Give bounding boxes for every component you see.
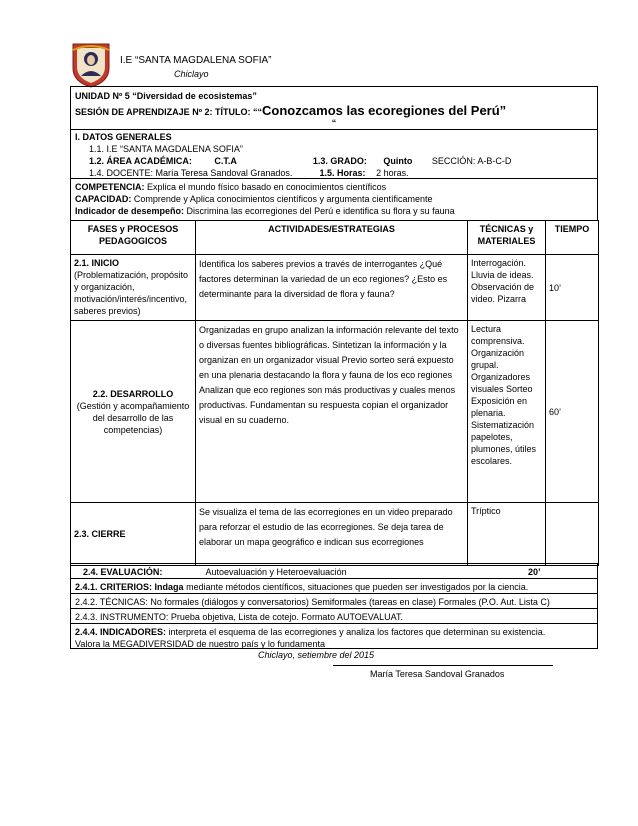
competencia-row [75,181,593,193]
grado-label: 1.3. GRADO: [312,156,367,166]
signature-line [333,665,553,666]
session-table [70,220,599,566]
comp-label: COMPETENCIA: [75,182,145,192]
table-row [71,321,599,503]
horas-label: 1.5. Horas: [319,168,366,178]
session-title: Conozcamos las ecoregiones del Perú” [261,103,507,118]
evaluacion-row [70,563,598,579]
indicadores-text: interpreta el esquema de las ecorregiones y analiza los factores que determinan su existencia. [168,627,546,637]
indicadores-row [70,623,598,649]
evaluacion-time: 20’ [528,567,541,577]
school-header [70,42,370,88]
datos-school: 1.1. I.E “SANTA MAGDALENA SOFIA” [89,144,243,154]
tecnicas-row: 2.4.2. TÉCNICAS: No formales (diálogos y conversatorios) Semiformales (tareas en clase) Formales (P.O. Aut. Lista C) [70,593,598,609]
ind-label: Indicador de desempeño: [75,206,185,216]
horas-value: 2 horas. [376,168,409,178]
docente: 1.4. DOCENTE: María Teresa Sandoval Granados. [89,168,293,178]
phase-cell [71,321,196,503]
evaluacion-text: Autoevaluación y Heteroevaluación [205,567,347,577]
techniques-cell: Interrogación. Lluvia de ideas. Observación de video. Pizarra [468,255,546,321]
phase-detail: (Problematización, propósito y organización, motivación/interés/incentivo, saberes previos) [74,270,189,316]
school-logo [70,42,112,88]
phase-title: 2.2. DESARROLLO [92,388,174,399]
cap-text: Comprende y Aplica conocimientos científicos y argumenta científicamente [133,194,433,204]
time-cell: 10’ [546,255,599,321]
school-name: I.E “SANTA MAGDALENA SOFIA” [120,55,272,66]
activities-cell: Se visualiza el tema de las ecorregiones en un video preparado para reforzar el estudio de las ecorregiones. Se deja tarea de elaborar un mapa geográfico e indican sus ecorregiones [196,503,468,566]
place-date: Chiclayo, setiembre del 2015 [258,650,375,660]
area-label: 1.2. ÁREA ACADÉMICA: [89,156,192,166]
table-row [71,255,599,321]
capacidad-row [75,193,593,205]
phase-title: 2.1. INICIO [74,258,120,268]
criterios-label: 2.4.1. CRITERIOS: [75,582,153,592]
session-quote: “ [331,118,337,128]
criterios-text: mediante métodos científicos, situaciones que pueden ser investigados por la ciencia. [186,582,529,592]
datos-area-row [75,155,593,167]
school-city: Chiclayo [174,69,209,79]
techniques-cell: Lectura comprensiva. Organización grupal. Organizadores visuales Sorteo Exposición en plenaria. Sistematización papelotes, plumones, útiles escolares. [468,321,546,503]
criterios-row [70,578,598,594]
time-cell: 60’ [546,321,599,503]
seccion: SECCIÓN: A-B-C-D [431,156,512,166]
activities-cell: Organizadas en grupo analizan la información relevante del texto o diversas fuentes bibliográficas. Sintetizan la información y la organizan en un organizador visual Previo sorteo será expuesto en una plenaria destacando la flora y fauna de los eco regiones Analizan que eco regiones son más productivas y cuales menos productivas. Fundamentan su respuesta copian el organizador visual en su cuaderno. [196,321,468,503]
indicadores-label: 2.4.4. INDICADORES: [75,627,167,637]
header-time: TIEMPO [546,221,599,255]
comp-text: Explica el mundo físico basado en conocimientos científicos [147,182,387,192]
valora-text: Valora la MEGADIVERSIDAD de nuestro país y lo fundamenta [75,639,325,649]
table-header-row [71,221,599,255]
phase-detail: (Gestión y acompañamiento del desarrollo de las competencias) [76,400,190,435]
table-row [71,503,599,566]
activities-cell: Identifica los saberes previos a través de interrogantes ¿Qué factores determinan la variedad de un eco regiones? ¿Esto es determinante para la diversidad de flora y fauna? [196,255,468,321]
criterios-bold: Indaga [154,582,184,592]
session-prefix: SESIÓN DE APRENDIZAJE Nº 2: TÍTULO: ““ [75,107,262,117]
phase-cell [71,503,196,566]
unit-line: UNIDAD Nº 5 “Diversidad de ecosistemas” [75,91,257,101]
instrumento-row: 2.4.3. INSTRUMENTO: Prueba objetiva, Lista de cotejo. Formato AUTOEVALUAT. [70,608,598,624]
cap-label: CAPACIDAD: [75,194,132,204]
signature-name: María Teresa Sandoval Granados [370,669,505,679]
competencia-box [70,178,598,221]
header-phases: FASES y PROCESOS PEDAGOGICOS [71,221,196,255]
unit-box [70,86,598,130]
time-cell [546,503,599,566]
datos-heading: I. DATOS GENERALES [75,132,172,142]
techniques-cell: Tríptico [468,503,546,566]
indicador-row [75,205,593,217]
phase-cell [71,255,196,321]
area-value: C.T.A [214,156,237,166]
header-activities: ACTIVIDADES/ESTRATEGIAS [196,221,468,255]
ind-text: Discrimina las ecorregiones del Perú e identifica su flora y su fauna [186,206,455,216]
header-techniques: TÉCNICAS y MATERIALES [468,221,546,255]
datos-generales [70,129,598,179]
evaluacion-label: 2.4. EVALUACIÓN: [83,567,163,577]
grado-value: Quinto [383,156,413,166]
phase-title: 2.3. CIERRE [74,529,126,539]
